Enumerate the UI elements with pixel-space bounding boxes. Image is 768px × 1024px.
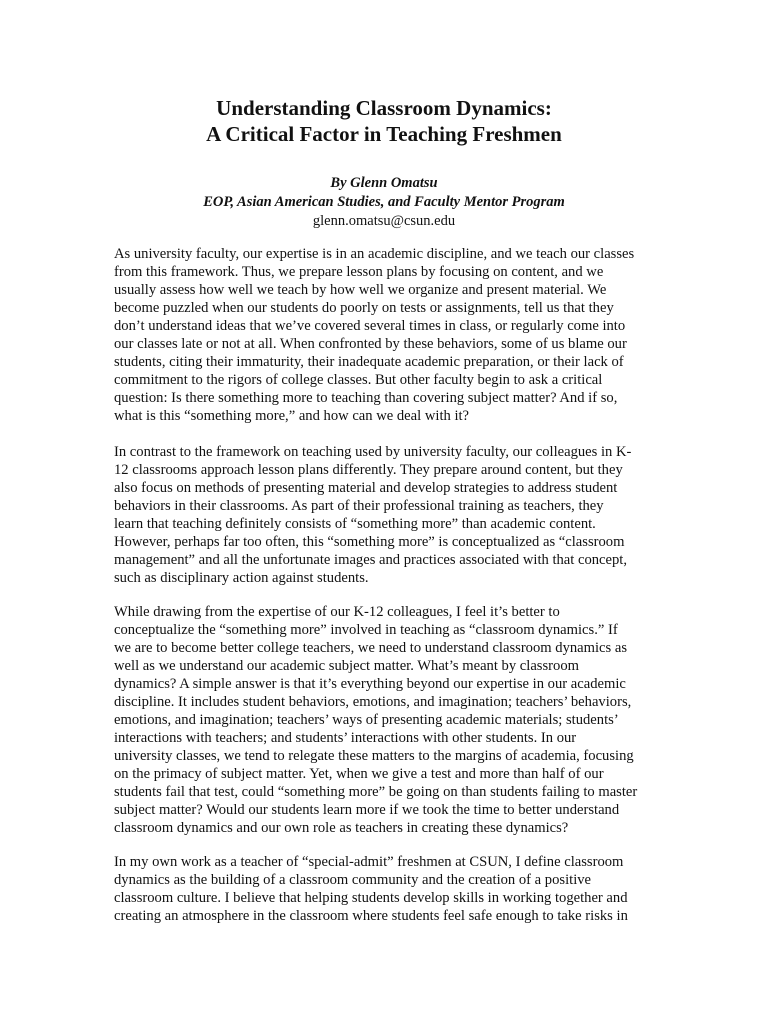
paragraph-line: conceptualize the “something more” involved in teaching as “classroom dynamics.” If <box>114 622 618 638</box>
paragraph-line: what is this “something more,” and how can we deal with it? <box>114 408 470 424</box>
paragraph-line: creating an atmosphere in the classroom where students feel safe enough to take risks in <box>114 908 628 924</box>
paragraph-4 <box>114 853 674 925</box>
paragraph-line: interactions with teachers; and students’ interactions with other students. In our <box>114 730 577 746</box>
author-affiliation: EOP, Asian American Studies, and Faculty Mentor Program <box>203 194 565 210</box>
paragraph-line: emotions, and imagination; teachers’ ways of presenting academic materials; students’ <box>114 712 619 728</box>
paragraph-2 <box>114 443 674 587</box>
paragraph-line: classroom culture. I believe that helping students develop skills in working together and <box>114 890 628 906</box>
paragraph-line: dynamics? A simple answer is that it’s everything beyond our expertise in our academic <box>114 676 626 692</box>
paragraph-line: behaviors in their classrooms. As part of their professional training as teachers, they <box>114 498 604 514</box>
paragraph-3 <box>114 603 674 837</box>
paragraph-line: classroom dynamics and our own role as teachers in creating these dynamics? <box>114 820 569 836</box>
title-line-2: A Critical Factor in Teaching Freshmen <box>206 122 562 146</box>
document-title <box>0 95 768 147</box>
paragraph-line: question: Is there something more to teaching than covering subject matter? And if so, <box>114 390 618 406</box>
paragraph-line: management” and all the unfortunate images and practices associated with that concept, <box>114 552 628 568</box>
author-email: glenn.omatsu@csun.edu <box>312 213 456 229</box>
paragraph-line: In my own work as a teacher of “special-admit” freshmen at CSUN, I define classroom <box>114 854 624 870</box>
title-line-1: Understanding Classroom Dynamics: <box>216 96 552 120</box>
paragraph-line: commitment to the rigors of college classes. But other faculty begin to ask a critical <box>114 372 603 388</box>
paragraph-line: usually assess how well we teach by how well we organize and present material. We <box>114 282 607 298</box>
paragraph-1 <box>114 245 674 425</box>
paragraph-line: In contrast to the framework on teaching used by university faculty, our colleagues in K- <box>114 444 632 460</box>
paragraph-line: However, perhaps far too often, this “something more” is conceptualized as “classroom <box>114 534 625 550</box>
author-name: By Glenn Omatsu <box>330 175 438 191</box>
paragraph-line: well as we understand our academic subject matter. What’s meant by classroom <box>114 658 579 674</box>
paragraph-line: become puzzled when our students do poorly on tests or assignments, tell us that they <box>114 300 614 316</box>
paragraph-line: students fail that test, could “something more” be going on than students failing to master <box>114 784 638 800</box>
paragraph-line: 12 classrooms approach lesson plans differently. They prepare around content, but they <box>114 462 623 478</box>
paragraph-line: on the primacy of subject matter. Yet, when we give a test and more than half of our <box>114 766 604 782</box>
paragraph-line: discipline. It includes student behaviors, emotions, and imagination; teachers’ behaviors, <box>114 694 632 710</box>
paragraph-line: students, citing their immaturity, their inadequate academic preparation, or their lack of <box>114 354 624 370</box>
paragraph-line: While drawing from the expertise of our K-12 colleagues, I feel it’s better to <box>114 604 560 620</box>
paragraph-line: also focus on methods of presenting material and develop strategies to address student <box>114 480 618 496</box>
paragraph-line: university classes, we tend to relegate these matters to the margins of academia, focusing <box>114 748 634 764</box>
paragraph-line: As university faculty, our expertise is in an academic discipline, and we teach our classes <box>114 246 635 262</box>
paragraph-line: we are to become better college teachers, we need to understand classroom dynamics as <box>114 640 628 656</box>
paragraph-line: such as disciplinary action against students. <box>114 570 369 586</box>
paragraph-line: subject matter? Would our students learn more if we took the time to better understand <box>114 802 620 818</box>
paragraph-line: dynamics as the building of a classroom community and the creation of a positive <box>114 872 592 888</box>
paragraph-line: our classes late or not at all. When confronted by these behaviors, some of us blame our <box>114 336 627 352</box>
paragraph-line: learn that teaching definitely consists of “something more” than academic content. <box>114 516 596 532</box>
byline <box>0 174 768 231</box>
paragraph-line: don’t understand ideas that we’ve covered several times in class, or regularly come into <box>114 318 626 334</box>
paragraph-line: from this framework. Thus, we prepare lesson plans by focusing on content, and we <box>114 264 604 280</box>
